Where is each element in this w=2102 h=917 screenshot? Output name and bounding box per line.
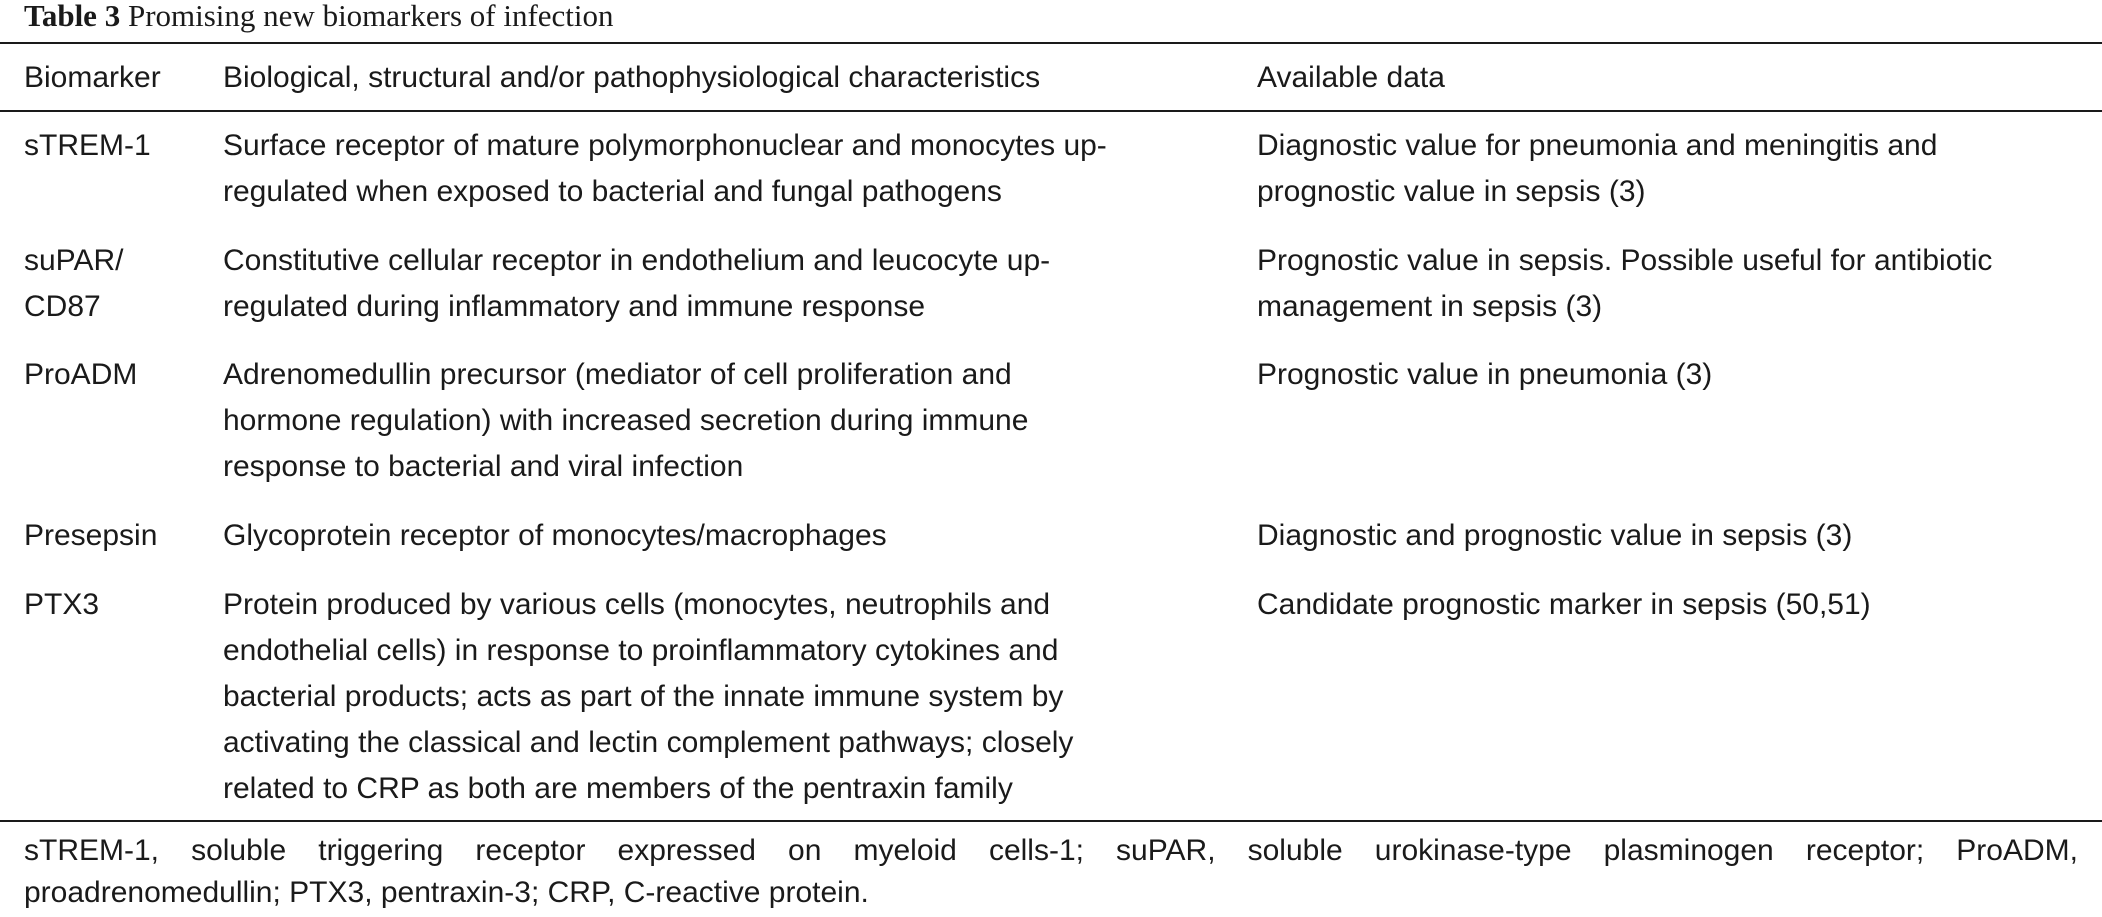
- cell-line: Adrenomedullin precursor (mediator of cell proliferation and: [223, 358, 1012, 391]
- footnote-word: urokinase-type: [1374, 834, 1572, 867]
- table-header-rule: [0, 110, 2102, 112]
- cell-line: Candidate prognostic marker in sepsis (50,51): [1257, 588, 1871, 621]
- cell-line: endothelial cells) in response to proinflammatory cytokines and: [223, 634, 1059, 667]
- cell-line: PTX3: [24, 588, 100, 621]
- footnote-line-1: [24, 830, 2078, 872]
- header-biomarker: Biomarker: [24, 61, 161, 94]
- table-top-rule: [0, 42, 2102, 44]
- cell-line: hormone regulation) with increased secretion during immune: [223, 404, 1029, 437]
- cell-line: Constitutive cellular receptor in endothelium and leucocyte up-: [223, 244, 1051, 277]
- footnote-word: cells-1;: [988, 834, 1084, 867]
- row-biomarker: [24, 513, 157, 559]
- table-footnote: [24, 830, 2078, 914]
- cell-line: suPAR/: [24, 244, 124, 277]
- row-characteristics: [223, 123, 1107, 215]
- header-characteristics: Biological, structural and/or pathophysiological characteristics: [223, 61, 1041, 94]
- footnote-word: soluble: [1247, 834, 1343, 867]
- row-available-data: [1257, 238, 1992, 330]
- footnote-word: plasminogen: [1603, 834, 1774, 867]
- row-characteristics: [223, 582, 1073, 812]
- cell-line: Prognostic value in pneumonia (3): [1257, 358, 1713, 391]
- footnote-word: ProADM,: [1956, 834, 2078, 867]
- row-biomarker: [24, 582, 99, 628]
- footnote-word: sTREM-1,: [24, 834, 159, 867]
- cell-line: activating the classical and lectin complement pathways; closely: [223, 726, 1074, 759]
- row-biomarker: [24, 238, 123, 330]
- row-available-data: [1257, 582, 1871, 628]
- cell-line: regulated during inflammatory and immune response: [223, 290, 926, 323]
- footnote-word: receptor;: [1805, 834, 1925, 867]
- footnote-word: myeloid: [853, 834, 957, 867]
- cell-line: ProADM: [24, 358, 138, 391]
- cell-line: management in sepsis (3): [1257, 290, 1603, 323]
- row-characteristics: [223, 238, 1050, 330]
- table-caption-label: Table 3: [24, 0, 121, 33]
- cell-line: Diagnostic and prognostic value in sepsis (3): [1257, 519, 1853, 552]
- row-characteristics: [223, 513, 887, 559]
- cell-line: prognostic value in sepsis (3): [1257, 175, 1646, 208]
- row-available-data: [1257, 352, 1712, 398]
- cell-line: Presepsin: [24, 519, 158, 552]
- footnote-word: triggering: [318, 834, 444, 867]
- footnote-line-2: proadrenomedullin; PTX3, pentraxin-3; CRP, C-reactive protein.: [24, 876, 869, 909]
- row-biomarker: [24, 123, 151, 169]
- cell-line: related to CRP as both are members of the pentraxin family: [223, 772, 1013, 805]
- cell-line: Glycoprotein receptor of monocytes/macrophages: [223, 519, 887, 552]
- header-available-data: Available data: [1257, 61, 1445, 94]
- cell-line: Prognostic value in sepsis. Possible useful for antibiotic: [1257, 244, 1993, 277]
- footnote-word: suPAR,: [1116, 834, 1216, 867]
- cell-line: Protein produced by various cells (monocytes, neutrophils and: [223, 588, 1051, 621]
- footnote-word: on: [788, 834, 822, 867]
- cell-line: Surface receptor of mature polymorphonuclear and monocytes up-: [223, 129, 1107, 162]
- cell-line: regulated when exposed to bacterial and fungal pathogens: [223, 175, 1002, 208]
- cell-line: response to bacterial and viral infection: [223, 450, 744, 483]
- footnote-word: expressed: [617, 834, 756, 867]
- table-caption-title: Promising new biomarkers of infection: [127, 0, 614, 33]
- cell-line: sTREM-1: [24, 129, 151, 162]
- table-bottom-rule: [0, 820, 2102, 822]
- cell-line: Diagnostic value for pneumonia and meningitis and: [1257, 129, 1938, 162]
- row-characteristics: [223, 352, 1028, 490]
- row-biomarker: [24, 352, 137, 398]
- row-available-data: [1257, 513, 1852, 559]
- footnote-word: soluble: [191, 834, 287, 867]
- cell-line: bacterial products; acts as part of the innate immune system by: [223, 680, 1064, 713]
- table-caption: [24, 0, 614, 32]
- footnote-word: receptor: [475, 834, 586, 867]
- cell-line: CD87: [24, 290, 101, 323]
- row-available-data: [1257, 123, 1937, 215]
